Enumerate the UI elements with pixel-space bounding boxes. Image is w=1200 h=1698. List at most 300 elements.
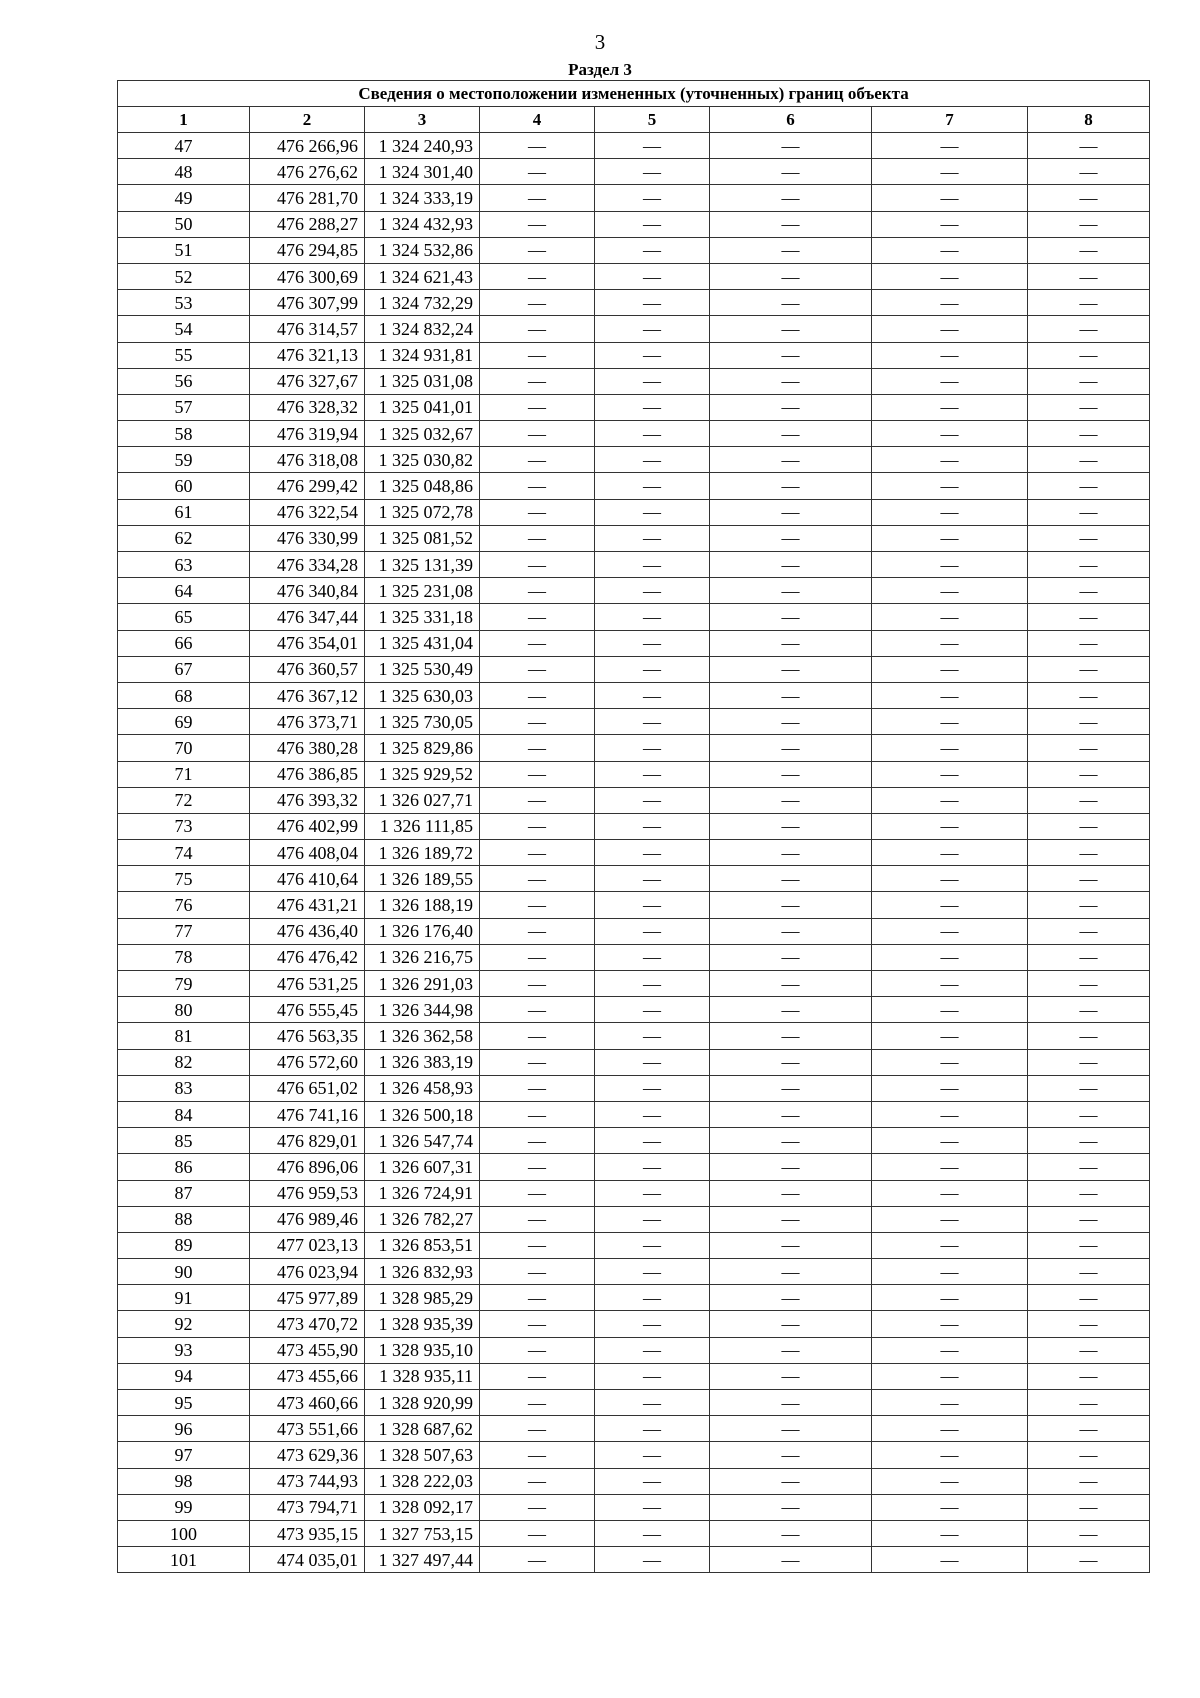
empty-value-cell: —: [595, 813, 710, 839]
empty-value-cell: —: [872, 1154, 1028, 1180]
empty-value-cell: —: [480, 499, 595, 525]
y-coordinate-cell: 1 325 048,86: [365, 473, 480, 499]
x-coordinate-cell: 476 266,96: [250, 133, 365, 159]
empty-value-cell: —: [480, 1259, 595, 1285]
empty-value-cell: —: [1028, 473, 1150, 499]
point-number-cell: 98: [118, 1468, 250, 1494]
y-coordinate-cell: 1 326 607,31: [365, 1154, 480, 1180]
empty-value-cell: —: [1028, 971, 1150, 997]
empty-value-cell: —: [1028, 1180, 1150, 1206]
empty-value-cell: —: [595, 866, 710, 892]
y-coordinate-cell: 1 325 032,67: [365, 421, 480, 447]
empty-value-cell: —: [710, 892, 872, 918]
table-row: [118, 211, 1150, 237]
point-number-cell: 78: [118, 944, 250, 970]
empty-value-cell: —: [595, 971, 710, 997]
point-number-cell: 97: [118, 1442, 250, 1468]
empty-value-cell: —: [872, 473, 1028, 499]
empty-value-cell: —: [480, 735, 595, 761]
y-coordinate-cell: 1 328 920,99: [365, 1390, 480, 1416]
y-coordinate-cell: 1 328 935,39: [365, 1311, 480, 1337]
empty-value-cell: —: [480, 944, 595, 970]
empty-value-cell: —: [872, 1520, 1028, 1546]
point-number-cell: 80: [118, 997, 250, 1023]
empty-value-cell: —: [872, 840, 1028, 866]
empty-value-cell: —: [480, 1154, 595, 1180]
table-row: [118, 1285, 1150, 1311]
point-number-cell: 61: [118, 499, 250, 525]
y-coordinate-cell: 1 325 331,18: [365, 604, 480, 630]
y-coordinate-cell: 1 324 432,93: [365, 211, 480, 237]
empty-value-cell: —: [595, 1023, 710, 1049]
point-number-cell: 87: [118, 1180, 250, 1206]
empty-value-cell: —: [595, 1049, 710, 1075]
point-number-cell: 70: [118, 735, 250, 761]
y-coordinate-cell: 1 328 687,62: [365, 1416, 480, 1442]
empty-value-cell: —: [710, 944, 872, 970]
point-number-cell: 54: [118, 316, 250, 342]
x-coordinate-cell: 476 330,99: [250, 525, 365, 551]
table-row: [118, 1468, 1150, 1494]
empty-value-cell: —: [595, 918, 710, 944]
table-row: [118, 918, 1150, 944]
point-number-cell: 62: [118, 525, 250, 551]
empty-value-cell: —: [595, 1363, 710, 1389]
empty-value-cell: —: [872, 1101, 1028, 1127]
table-row: [118, 1520, 1150, 1546]
empty-value-cell: —: [872, 866, 1028, 892]
empty-value-cell: —: [1028, 1128, 1150, 1154]
empty-value-cell: —: [710, 133, 872, 159]
empty-value-cell: —: [872, 1311, 1028, 1337]
empty-value-cell: —: [710, 656, 872, 682]
column-number-7: 7: [872, 107, 1028, 133]
empty-value-cell: —: [710, 394, 872, 420]
empty-value-cell: —: [595, 1520, 710, 1546]
empty-value-cell: —: [710, 342, 872, 368]
empty-value-cell: —: [872, 892, 1028, 918]
y-coordinate-cell: 1 325 041,01: [365, 394, 480, 420]
empty-value-cell: —: [872, 499, 1028, 525]
empty-value-cell: —: [1028, 237, 1150, 263]
point-number-cell: 79: [118, 971, 250, 997]
empty-value-cell: —: [1028, 421, 1150, 447]
y-coordinate-cell: 1 328 507,63: [365, 1442, 480, 1468]
x-coordinate-cell: 473 455,66: [250, 1363, 365, 1389]
empty-value-cell: —: [595, 682, 710, 708]
empty-value-cell: —: [595, 1337, 710, 1363]
empty-value-cell: —: [480, 840, 595, 866]
x-coordinate-cell: 476 276,62: [250, 159, 365, 185]
x-coordinate-cell: 473 629,36: [250, 1442, 365, 1468]
table-row: [118, 997, 1150, 1023]
empty-value-cell: —: [710, 578, 872, 604]
point-number-cell: 52: [118, 263, 250, 289]
table-row: [118, 944, 1150, 970]
empty-value-cell: —: [1028, 1520, 1150, 1546]
empty-value-cell: —: [710, 1494, 872, 1520]
x-coordinate-cell: 476 340,84: [250, 578, 365, 604]
empty-value-cell: —: [595, 237, 710, 263]
empty-value-cell: —: [595, 1206, 710, 1232]
empty-value-cell: —: [595, 1285, 710, 1311]
empty-value-cell: —: [1028, 866, 1150, 892]
column-number-3: 3: [365, 107, 480, 133]
y-coordinate-cell: 1 326 362,58: [365, 1023, 480, 1049]
x-coordinate-cell: 476 476,42: [250, 944, 365, 970]
x-coordinate-cell: 476 322,54: [250, 499, 365, 525]
y-coordinate-cell: 1 325 829,86: [365, 735, 480, 761]
empty-value-cell: —: [595, 552, 710, 578]
column-number-4: 4: [480, 107, 595, 133]
table-row: [118, 971, 1150, 997]
empty-value-cell: —: [872, 813, 1028, 839]
empty-value-cell: —: [595, 1154, 710, 1180]
empty-value-cell: —: [480, 630, 595, 656]
x-coordinate-cell: 476 555,45: [250, 997, 365, 1023]
empty-value-cell: —: [872, 997, 1028, 1023]
table-row: [118, 1390, 1150, 1416]
empty-value-cell: —: [872, 1285, 1028, 1311]
point-number-cell: 75: [118, 866, 250, 892]
empty-value-cell: —: [710, 761, 872, 787]
table-row: [118, 892, 1150, 918]
x-coordinate-cell: 476 651,02: [250, 1075, 365, 1101]
empty-value-cell: —: [710, 918, 872, 944]
empty-value-cell: —: [710, 1206, 872, 1232]
table-row: [118, 290, 1150, 316]
table-row: [118, 1311, 1150, 1337]
empty-value-cell: —: [480, 525, 595, 551]
empty-value-cell: —: [480, 866, 595, 892]
empty-value-cell: —: [480, 1285, 595, 1311]
empty-value-cell: —: [480, 1494, 595, 1520]
point-number-cell: 99: [118, 1494, 250, 1520]
table-row: [118, 1128, 1150, 1154]
table-row: [118, 368, 1150, 394]
empty-value-cell: —: [872, 237, 1028, 263]
empty-value-cell: —: [1028, 813, 1150, 839]
point-number-cell: 67: [118, 656, 250, 682]
empty-value-cell: —: [872, 1023, 1028, 1049]
empty-value-cell: —: [872, 1128, 1028, 1154]
x-coordinate-cell: 473 455,90: [250, 1337, 365, 1363]
y-coordinate-cell: 1 328 092,17: [365, 1494, 480, 1520]
empty-value-cell: —: [595, 447, 710, 473]
empty-value-cell: —: [595, 211, 710, 237]
empty-value-cell: —: [480, 1337, 595, 1363]
empty-value-cell: —: [480, 290, 595, 316]
x-coordinate-cell: 476 299,42: [250, 473, 365, 499]
empty-value-cell: —: [595, 735, 710, 761]
empty-value-cell: —: [1028, 368, 1150, 394]
empty-value-cell: —: [595, 263, 710, 289]
empty-value-cell: —: [710, 1259, 872, 1285]
empty-value-cell: —: [1028, 263, 1150, 289]
empty-value-cell: —: [710, 421, 872, 447]
table-row: [118, 682, 1150, 708]
table-row: [118, 1101, 1150, 1127]
table-row: [118, 159, 1150, 185]
x-coordinate-cell: 474 035,01: [250, 1547, 365, 1573]
empty-value-cell: —: [710, 159, 872, 185]
empty-value-cell: —: [872, 290, 1028, 316]
empty-value-cell: —: [710, 997, 872, 1023]
y-coordinate-cell: 1 326 216,75: [365, 944, 480, 970]
empty-value-cell: —: [1028, 1101, 1150, 1127]
x-coordinate-cell: 477 023,13: [250, 1232, 365, 1258]
table-row: [118, 1494, 1150, 1520]
empty-value-cell: —: [710, 1547, 872, 1573]
empty-value-cell: —: [480, 1416, 595, 1442]
empty-value-cell: —: [480, 421, 595, 447]
empty-value-cell: —: [595, 1311, 710, 1337]
y-coordinate-cell: 1 326 782,27: [365, 1206, 480, 1232]
empty-value-cell: —: [595, 1101, 710, 1127]
empty-value-cell: —: [872, 316, 1028, 342]
empty-value-cell: —: [710, 604, 872, 630]
empty-value-cell: —: [1028, 1390, 1150, 1416]
empty-value-cell: —: [480, 892, 595, 918]
empty-value-cell: —: [872, 1049, 1028, 1075]
table-row: [118, 316, 1150, 342]
empty-value-cell: —: [872, 787, 1028, 813]
empty-value-cell: —: [595, 1390, 710, 1416]
empty-value-cell: —: [480, 133, 595, 159]
empty-value-cell: —: [480, 263, 595, 289]
empty-value-cell: —: [872, 525, 1028, 551]
empty-value-cell: —: [710, 971, 872, 997]
table-row: [118, 263, 1150, 289]
empty-value-cell: —: [1028, 787, 1150, 813]
point-number-cell: 66: [118, 630, 250, 656]
y-coordinate-cell: 1 326 383,19: [365, 1049, 480, 1075]
y-coordinate-cell: 1 326 853,51: [365, 1232, 480, 1258]
empty-value-cell: —: [595, 1232, 710, 1258]
empty-value-cell: —: [872, 578, 1028, 604]
point-number-cell: 92: [118, 1311, 250, 1337]
empty-value-cell: —: [872, 447, 1028, 473]
x-coordinate-cell: 476 334,28: [250, 552, 365, 578]
empty-value-cell: —: [710, 1363, 872, 1389]
x-coordinate-cell: 476 431,21: [250, 892, 365, 918]
empty-value-cell: —: [872, 735, 1028, 761]
x-coordinate-cell: 475 977,89: [250, 1285, 365, 1311]
point-number-cell: 90: [118, 1259, 250, 1285]
empty-value-cell: —: [872, 1442, 1028, 1468]
table-row: [118, 787, 1150, 813]
y-coordinate-cell: 1 327 753,15: [365, 1520, 480, 1546]
point-number-cell: 74: [118, 840, 250, 866]
empty-value-cell: —: [595, 604, 710, 630]
point-number-cell: 83: [118, 1075, 250, 1101]
x-coordinate-cell: 473 935,15: [250, 1520, 365, 1546]
x-coordinate-cell: 476 318,08: [250, 447, 365, 473]
empty-value-cell: —: [1028, 1049, 1150, 1075]
empty-value-cell: —: [872, 421, 1028, 447]
empty-value-cell: —: [710, 1075, 872, 1101]
table-row: [118, 1023, 1150, 1049]
empty-value-cell: —: [480, 368, 595, 394]
empty-value-cell: —: [595, 630, 710, 656]
y-coordinate-cell: 1 324 931,81: [365, 342, 480, 368]
empty-value-cell: —: [872, 709, 1028, 735]
empty-value-cell: —: [480, 1468, 595, 1494]
empty-value-cell: —: [595, 709, 710, 735]
empty-value-cell: —: [480, 447, 595, 473]
empty-value-cell: —: [710, 630, 872, 656]
point-number-cell: 63: [118, 552, 250, 578]
y-coordinate-cell: 1 325 131,39: [365, 552, 480, 578]
x-coordinate-cell: 476 531,25: [250, 971, 365, 997]
empty-value-cell: —: [710, 813, 872, 839]
empty-value-cell: —: [710, 735, 872, 761]
empty-value-cell: —: [872, 1075, 1028, 1101]
empty-value-cell: —: [595, 1180, 710, 1206]
table-row: [118, 1206, 1150, 1232]
empty-value-cell: —: [710, 1232, 872, 1258]
point-number-cell: 94: [118, 1363, 250, 1389]
empty-value-cell: —: [480, 1049, 595, 1075]
y-coordinate-cell: 1 325 072,78: [365, 499, 480, 525]
x-coordinate-cell: 476 294,85: [250, 237, 365, 263]
empty-value-cell: —: [1028, 211, 1150, 237]
empty-value-cell: —: [1028, 1075, 1150, 1101]
empty-value-cell: —: [872, 682, 1028, 708]
x-coordinate-cell: 473 551,66: [250, 1416, 365, 1442]
empty-value-cell: —: [595, 787, 710, 813]
table-row: [118, 709, 1150, 735]
empty-value-cell: —: [710, 787, 872, 813]
table-row: [118, 1259, 1150, 1285]
empty-value-cell: —: [872, 1390, 1028, 1416]
table-row: [118, 1154, 1150, 1180]
empty-value-cell: —: [710, 840, 872, 866]
table-row: [118, 604, 1150, 630]
y-coordinate-cell: 1 328 935,11: [365, 1363, 480, 1389]
empty-value-cell: —: [1028, 1154, 1150, 1180]
table-row: [118, 473, 1150, 499]
x-coordinate-cell: 476 402,99: [250, 813, 365, 839]
empty-value-cell: —: [710, 1520, 872, 1546]
empty-value-cell: —: [480, 1547, 595, 1573]
empty-value-cell: —: [595, 1442, 710, 1468]
table-row: [118, 394, 1150, 420]
table-row: [118, 866, 1150, 892]
section-title: Раздел 3: [568, 60, 632, 79]
empty-value-cell: —: [710, 1049, 872, 1075]
point-number-cell: 68: [118, 682, 250, 708]
empty-value-cell: —: [480, 342, 595, 368]
empty-value-cell: —: [480, 1075, 595, 1101]
x-coordinate-cell: 476 989,46: [250, 1206, 365, 1232]
x-coordinate-cell: 476 307,99: [250, 290, 365, 316]
empty-value-cell: —: [1028, 133, 1150, 159]
column-number-5: 5: [595, 107, 710, 133]
empty-value-cell: —: [1028, 316, 1150, 342]
empty-value-cell: —: [710, 866, 872, 892]
empty-value-cell: —: [872, 1416, 1028, 1442]
point-number-cell: 77: [118, 918, 250, 944]
empty-value-cell: —: [872, 1232, 1028, 1258]
x-coordinate-cell: 476 354,01: [250, 630, 365, 656]
y-coordinate-cell: 1 328 985,29: [365, 1285, 480, 1311]
x-coordinate-cell: 476 393,32: [250, 787, 365, 813]
point-number-cell: 76: [118, 892, 250, 918]
empty-value-cell: —: [1028, 552, 1150, 578]
point-number-cell: 72: [118, 787, 250, 813]
empty-value-cell: —: [595, 1416, 710, 1442]
empty-value-cell: —: [480, 211, 595, 237]
x-coordinate-cell: 476 741,16: [250, 1101, 365, 1127]
empty-value-cell: —: [1028, 1363, 1150, 1389]
y-coordinate-cell: 1 326 500,18: [365, 1101, 480, 1127]
column-number-8: 8: [1028, 107, 1150, 133]
x-coordinate-cell: 476 360,57: [250, 656, 365, 682]
empty-value-cell: —: [1028, 185, 1150, 211]
table-row: [118, 1416, 1150, 1442]
point-number-cell: 55: [118, 342, 250, 368]
table-row: [118, 342, 1150, 368]
point-number-cell: 53: [118, 290, 250, 316]
y-coordinate-cell: 1 326 189,55: [365, 866, 480, 892]
y-coordinate-cell: 1 324 832,24: [365, 316, 480, 342]
y-coordinate-cell: 1 324 532,86: [365, 237, 480, 263]
x-coordinate-cell: 476 373,71: [250, 709, 365, 735]
empty-value-cell: —: [1028, 944, 1150, 970]
empty-value-cell: —: [480, 604, 595, 630]
empty-value-cell: —: [480, 709, 595, 735]
empty-value-cell: —: [710, 185, 872, 211]
point-number-cell: 93: [118, 1337, 250, 1363]
empty-value-cell: —: [1028, 1547, 1150, 1573]
y-coordinate-cell: 1 325 031,08: [365, 368, 480, 394]
table-row: [118, 447, 1150, 473]
column-number-row: [118, 107, 1150, 133]
empty-value-cell: —: [1028, 342, 1150, 368]
x-coordinate-cell: 473 794,71: [250, 1494, 365, 1520]
y-coordinate-cell: 1 325 231,08: [365, 578, 480, 604]
empty-value-cell: —: [595, 499, 710, 525]
y-coordinate-cell: 1 326 547,74: [365, 1128, 480, 1154]
empty-value-cell: —: [1028, 525, 1150, 551]
empty-value-cell: —: [710, 1128, 872, 1154]
empty-value-cell: —: [595, 473, 710, 499]
x-coordinate-cell: 476 386,85: [250, 761, 365, 787]
empty-value-cell: —: [710, 368, 872, 394]
empty-value-cell: —: [480, 1023, 595, 1049]
y-coordinate-cell: 1 324 333,19: [365, 185, 480, 211]
empty-value-cell: —: [872, 1206, 1028, 1232]
point-number-cell: 57: [118, 394, 250, 420]
empty-value-cell: —: [872, 656, 1028, 682]
table-row: [118, 1363, 1150, 1389]
x-coordinate-cell: 476 288,27: [250, 211, 365, 237]
empty-value-cell: —: [1028, 604, 1150, 630]
table-row: [118, 237, 1150, 263]
point-number-cell: 69: [118, 709, 250, 735]
point-number-cell: 59: [118, 447, 250, 473]
empty-value-cell: —: [595, 159, 710, 185]
y-coordinate-cell: 1 326 724,91: [365, 1180, 480, 1206]
empty-value-cell: —: [1028, 1337, 1150, 1363]
empty-value-cell: —: [1028, 447, 1150, 473]
empty-value-cell: —: [710, 1101, 872, 1127]
empty-value-cell: —: [872, 342, 1028, 368]
point-number-cell: 65: [118, 604, 250, 630]
y-coordinate-cell: 1 326 344,98: [365, 997, 480, 1023]
table-row: [118, 761, 1150, 787]
